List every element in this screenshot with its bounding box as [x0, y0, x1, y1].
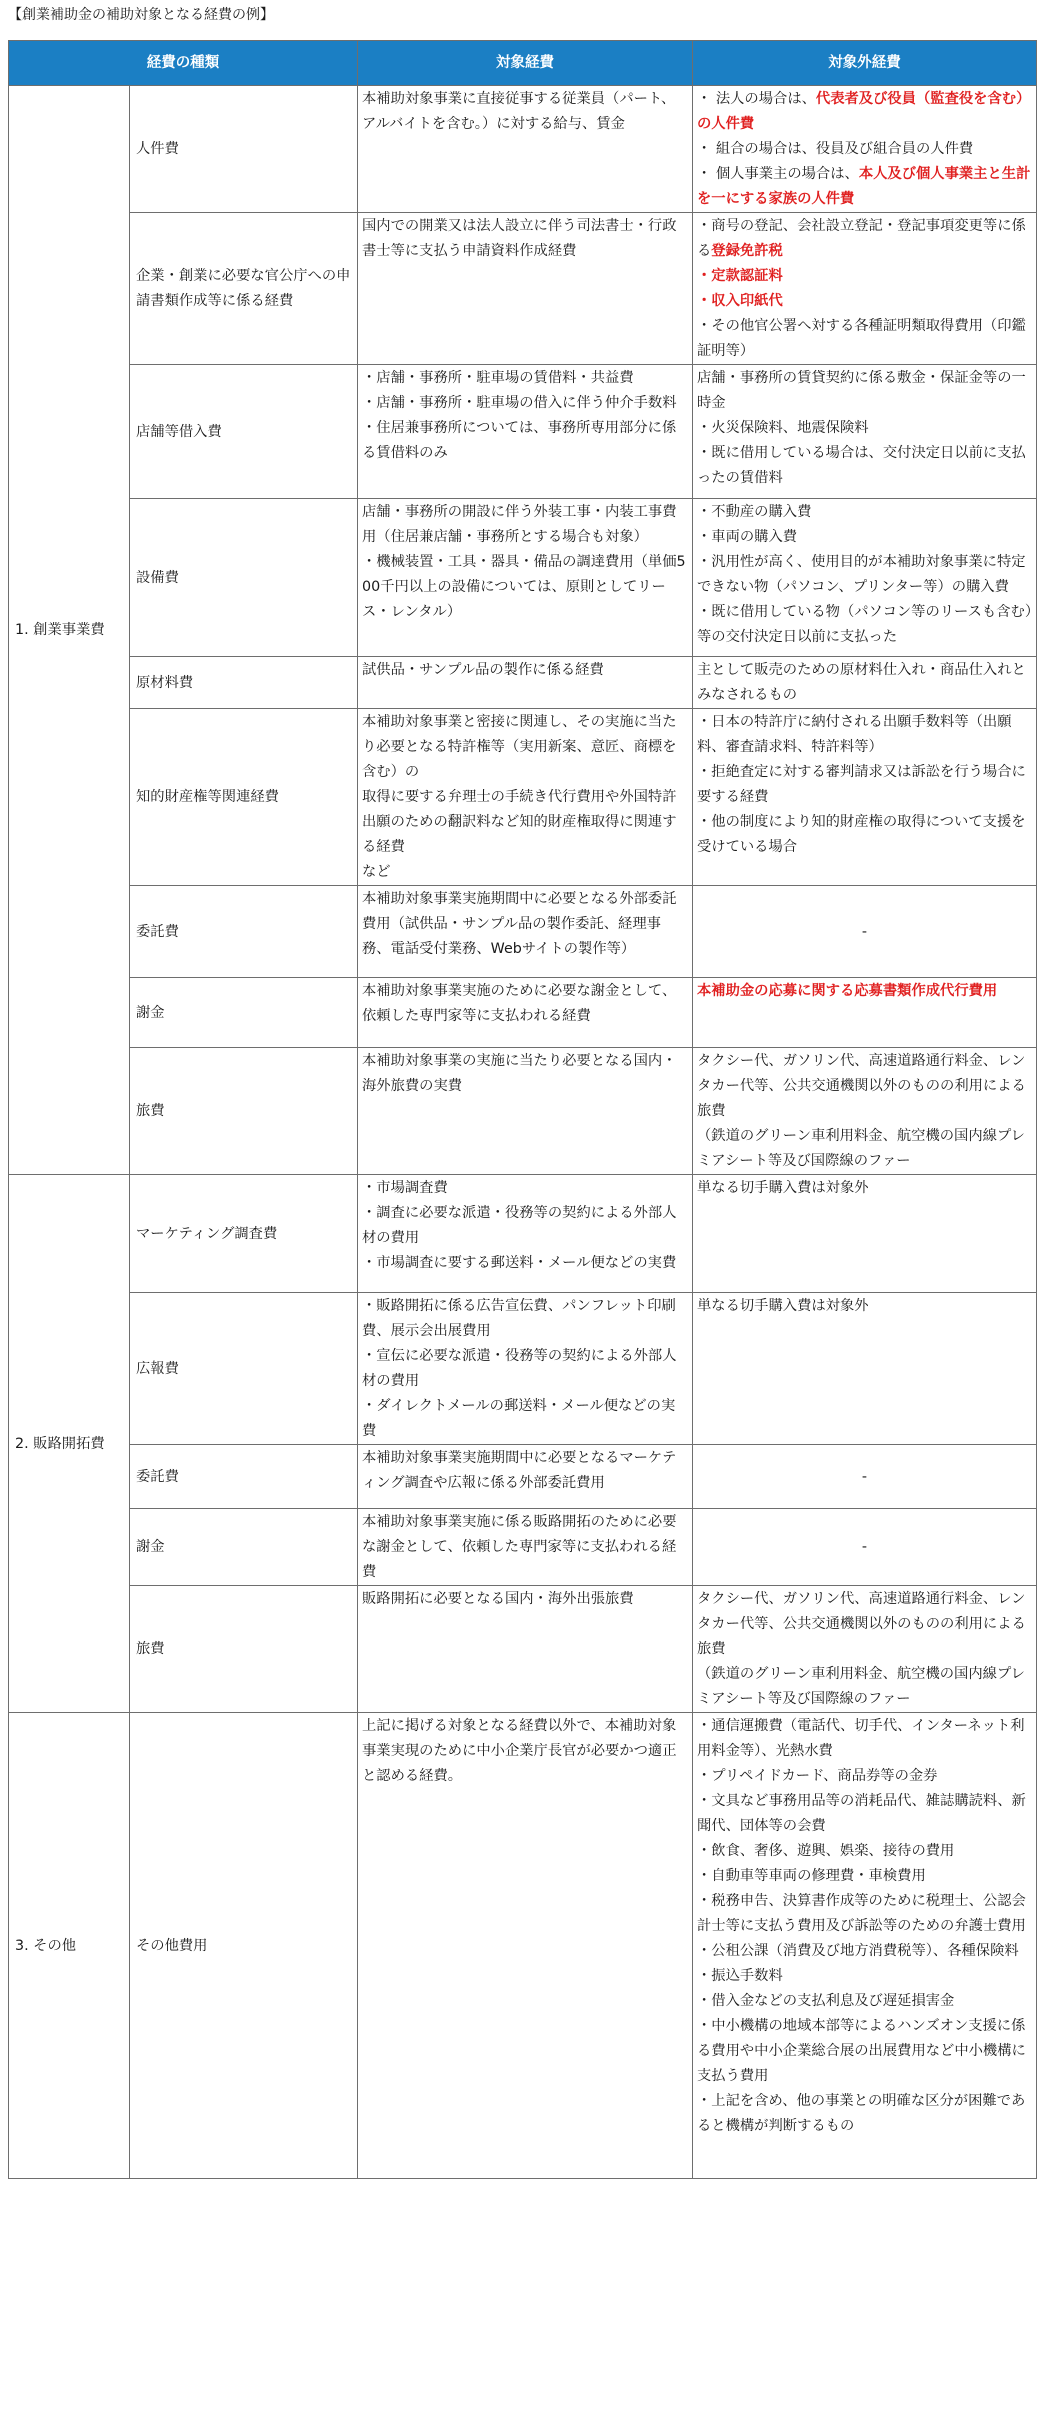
ineligible-line	[697, 500, 1032, 525]
ineligible-line	[697, 1714, 1032, 1764]
text-segment: 単なる切手購入費は対象外	[697, 1180, 869, 1196]
expense-type-cell: 設備費	[130, 499, 358, 657]
table-row	[9, 709, 1037, 886]
eligible-line: 本補助対象事業実施のために必要な謝金として、依頼した専門家等に支払われる経費	[362, 983, 677, 1024]
expense-type-cell: 委託費	[130, 1445, 358, 1509]
expense-type-cell: 謝金	[130, 1509, 358, 1586]
table-row	[9, 1509, 1037, 1586]
eligible-cell	[358, 1713, 693, 2179]
eligible-line: 取得に要する弁理士の手続き代行費用や外国特許出願のための翻訳料など知的財産権取得に関連する経費	[362, 789, 677, 855]
expense-type-cell: 人件費	[130, 86, 358, 213]
eligible-line: 本補助対象事業に直接従事する従業員（パート、アルバイトを含む。）に対する給与、賃金	[362, 91, 676, 132]
eligible-line: ・機械装置・工具・器具・備品の調達費用（単価500千円以上の設備については、原則としてリース・レンタル）	[362, 554, 686, 620]
category-cell: 1. 創業事業費	[9, 86, 130, 1175]
ineligible-cell	[693, 978, 1037, 1048]
expense-type-cell: 広報費	[130, 1293, 358, 1445]
eligible-line: 店舗・事務所の開設に伴う外装工事・内装工事費用（住居兼店舗・事務所とする場合も対象）	[362, 504, 677, 545]
eligible-cell	[358, 86, 693, 213]
eligible-line: 本補助対象事業と密接に関連し、その実施に当たり必要となる特許権等（実用新案、意匠、商標を含む）の	[362, 714, 677, 780]
highlighted-text: 代表者及び役員（監査役を含む）の人件費	[697, 91, 1031, 132]
ineligible-line	[697, 2014, 1032, 2089]
eligible-cell	[358, 499, 693, 657]
table-row	[9, 978, 1037, 1048]
ineligible-line	[697, 289, 1032, 314]
category-cell: 2. 販路開拓費	[9, 1175, 130, 1713]
text-segment: ・上記を含め、他の事業との明確な区分が困難であると機構が判断するもの	[697, 2093, 1026, 2134]
ineligible-line	[697, 1889, 1032, 1939]
ineligible-line	[697, 1939, 1032, 1964]
ineligible-line	[697, 1764, 1032, 1789]
ineligible-line	[697, 416, 1032, 441]
table-row	[9, 1586, 1037, 1713]
ineligible-cell: -	[693, 1509, 1037, 1586]
ineligible-line	[697, 1964, 1032, 1989]
text-segment: ・振込手数料	[697, 1968, 783, 1984]
eligible-cell	[358, 978, 693, 1048]
table-body	[9, 86, 1037, 2179]
text-segment: ・中小機構の地域本部等によるハンズオン支援に係る費用や中小企業総合展の出展費用など中小機構に支払う費用	[697, 2018, 1026, 2084]
ineligible-line	[697, 979, 1032, 1004]
eligible-cell	[358, 886, 693, 978]
eligible-cell	[358, 709, 693, 886]
header-ineligible: 対象外経費	[693, 41, 1037, 86]
ineligible-line	[697, 366, 1032, 416]
eligible-cell	[358, 1586, 693, 1713]
ineligible-line	[697, 1124, 1032, 1174]
text-segment: （鉄道のグリーン車利用料金、航空機の国内線プレミアシート等及び国際線のファー	[697, 1666, 1025, 1707]
ineligible-line	[697, 1294, 1032, 1319]
text-segment: ・商号の登記、会社設立登記・登記事項変更等に係る	[697, 218, 1026, 259]
ineligible-line	[697, 2089, 1032, 2139]
highlighted-text: 本人及び個人事業主と生計を一にする家族の人件費	[697, 166, 1031, 207]
highlighted-text: 登録免許税	[711, 243, 783, 259]
ineligible-line	[697, 658, 1032, 708]
table-row	[9, 1713, 1037, 2179]
eligible-line: 本補助対象事業実施に係る販路開拓のために必要な謝金として、依頼した専門家等に支払われる経費	[362, 1514, 677, 1580]
eligible-cell	[358, 1048, 693, 1175]
expense-type-cell: 知的財産権等関連経費	[130, 709, 358, 886]
expense-type-cell: 店舗等借入費	[130, 365, 358, 499]
category-cell: 3. その他	[9, 1713, 130, 2179]
highlighted-text: ・定款認証料	[697, 268, 783, 284]
text-segment: ・通信運搬費（電話代、切手代、インターネット利用料金等）、光熱水費	[697, 1718, 1025, 1759]
ineligible-cell	[693, 1048, 1037, 1175]
ineligible-cell	[693, 86, 1037, 213]
eligible-line: ・住居兼事務所については、事務所専用部分に係る賃借料のみ	[362, 420, 677, 461]
ineligible-cell	[693, 1293, 1037, 1445]
table-row	[9, 365, 1037, 499]
eligible-cell	[358, 213, 693, 365]
text-segment: ・車両の購入費	[697, 529, 798, 545]
table-row	[9, 86, 1037, 213]
eligible-cell	[358, 1293, 693, 1445]
ineligible-line	[697, 600, 1032, 650]
text-segment: ・ 個人事業主の場合は、	[697, 166, 859, 182]
table-row	[9, 886, 1037, 978]
eligible-line: ・店舗・事務所・駐車場の借入に伴う仲介手数料	[362, 395, 677, 411]
ineligible-line	[697, 550, 1032, 600]
text-segment: ・公租公課（消費及び地方消費税等）、各種保険料	[697, 1943, 1019, 1959]
text-segment: ・他の制度により知的財産権の取得について支援を受けている場合	[697, 814, 1026, 855]
ineligible-cell	[693, 1713, 1037, 2179]
text-segment: ・その他官公署へ対する各種証明類取得費用（印鑑証明等）	[697, 318, 1026, 359]
eligible-line: 国内での開業又は法人設立に伴う司法書士・行政書士等に支払う申請資料作成経費	[362, 218, 677, 259]
ineligible-line	[697, 162, 1032, 212]
text-segment: ・汎用性が高く、使用目的が本補助対象事業に特定できない物（パソコン、プリンター等）の購入費	[697, 554, 1026, 595]
highlighted-text: ・収入印紙代	[697, 293, 783, 309]
expense-type-cell: マーケティング調査費	[130, 1175, 358, 1293]
eligible-line: ・販路開拓に係る広告宣伝費、パンフレット印刷費、展示会出展費用	[362, 1298, 676, 1339]
text-segment: ・プリペイドカード、商品券等の金券	[697, 1768, 938, 1784]
table-row	[9, 499, 1037, 657]
ineligible-line	[697, 1176, 1032, 1201]
text-segment: 主として販売のための原材料仕入れ・商品仕入れとみなされるもの	[697, 662, 1026, 703]
ineligible-line	[697, 760, 1032, 810]
expense-type-cell: 旅費	[130, 1048, 358, 1175]
expense-type-cell: 旅費	[130, 1586, 358, 1713]
header-row	[9, 41, 1037, 86]
text-segment: ・借入金などの支払利息及び遅延損害金	[697, 1993, 955, 2009]
eligible-line: ・ダイレクトメールの郵送料・メール便などの実費	[362, 1398, 676, 1439]
ineligible-cell	[693, 709, 1037, 886]
table-caption: 【創業補助金の補助対象となる経費の例】	[8, 7, 274, 23]
table-row	[9, 657, 1037, 709]
ineligible-cell: -	[693, 1445, 1037, 1509]
eligible-line: 本補助対象事業の実施に当たり必要となる国内・海外旅費の実費	[362, 1053, 677, 1094]
ineligible-line	[697, 137, 1032, 162]
text-segment: ・ 組合の場合は、役員及び組合員の人件費	[697, 141, 974, 157]
ineligible-cell: -	[693, 886, 1037, 978]
ineligible-line	[697, 710, 1032, 760]
text-segment: ・既に借用している物（パソコン等のリースも含む）等の交付決定日以前に支払った	[697, 604, 1032, 645]
text-segment: ・日本の特許庁に納付される出願手数料等（出願料、審査請求料、特許料等）	[697, 714, 1012, 755]
ineligible-line	[697, 525, 1032, 550]
eligible-cell	[358, 1509, 693, 1586]
header-expense-type: 経費の種類	[9, 41, 358, 86]
eligible-line: 販路開拓に必要となる国内・海外出張旅費	[362, 1591, 634, 1607]
ineligible-line	[697, 314, 1032, 364]
text-segment: タクシー代、ガソリン代、高速道路通行料金、レンタカー代等、公共交通機関以外のものの利用による旅費	[697, 1053, 1026, 1119]
ineligible-line	[697, 1587, 1032, 1662]
text-segment: ・税務申告、決算書作成等のために税理士、公認会計士等に支払う費用及び訴訟等のための弁護士費用	[697, 1893, 1026, 1934]
ineligible-cell	[693, 499, 1037, 657]
ineligible-line	[697, 441, 1032, 491]
expense-type-cell: 委託費	[130, 886, 358, 978]
ineligible-line	[697, 264, 1032, 289]
text-segment: ・文具など事務用品等の消耗品代、雑誌購読料、新聞代、団体等の会費	[697, 1793, 1026, 1834]
eligible-line: ・宣伝に必要な派遣・役務等の契約による外部人材の費用	[362, 1348, 677, 1389]
eligible-line: 本補助対象事業実施期間中に必要となる外部委託費用（試供品・サンプル品の製作委託、経理事務、電話受付業務、Webサイトの製作等）	[362, 891, 677, 957]
text-segment: ・自動車等車両の修理費・車検費用	[697, 1868, 926, 1884]
subsidy-expense-table	[8, 40, 1037, 2179]
table-row	[9, 1175, 1037, 1293]
table-row	[9, 1048, 1037, 1175]
text-segment: ・飲食、奢侈、遊興、娯楽、接待の費用	[697, 1843, 955, 1859]
eligible-cell	[358, 657, 693, 709]
highlighted-text: 本補助金の応募に関する応募書類作成代行費用	[697, 983, 998, 999]
ineligible-cell	[693, 365, 1037, 499]
table-row	[9, 1445, 1037, 1509]
eligible-line: ・市場調査費	[362, 1180, 448, 1196]
ineligible-cell	[693, 213, 1037, 365]
text-segment: ・不動産の購入費	[697, 504, 812, 520]
ineligible-line	[697, 1662, 1032, 1712]
ineligible-line	[697, 1989, 1032, 2014]
eligible-line: など	[362, 864, 391, 880]
expense-type-cell: 謝金	[130, 978, 358, 1048]
table-row	[9, 213, 1037, 365]
ineligible-cell	[693, 657, 1037, 709]
eligible-line: 本補助対象事業実施期間中に必要となるマーケティング調査や広報に係る外部委託費用	[362, 1450, 677, 1491]
ineligible-line	[697, 1789, 1032, 1839]
ineligible-line	[697, 87, 1032, 137]
expense-type-cell: 企業・創業に必要な官公庁への申請書類作成等に係る経費	[130, 213, 358, 365]
ineligible-line	[697, 1839, 1032, 1864]
expense-type-cell: 原材料費	[130, 657, 358, 709]
ineligible-line	[697, 214, 1032, 264]
ineligible-cell	[693, 1175, 1037, 1293]
ineligible-cell	[693, 1586, 1037, 1713]
ineligible-line	[697, 1049, 1032, 1124]
eligible-line: ・調査に必要な派遣・役務等の契約による外部人材の費用	[362, 1205, 677, 1246]
eligible-line: 上記に掲げる対象となる経費以外で、本補助対象事業実現のために中小企業庁長官が必要かつ適正と認める経費。	[362, 1718, 677, 1784]
text-segment: （鉄道のグリーン車利用料金、航空機の国内線プレミアシート等及び国際線のファー	[697, 1128, 1025, 1169]
eligible-line: 試供品・サンプル品の製作に係る経費	[362, 662, 604, 678]
eligible-line: ・市場調査に要する郵送料・メール便などの実費	[362, 1255, 677, 1271]
text-segment: 店舗・事務所の賃貸契約に係る敷金・保証金等の一時金	[697, 370, 1026, 411]
ineligible-line	[697, 810, 1032, 860]
ineligible-line	[697, 1864, 1032, 1889]
text-segment: ・火災保険料、地震保険料	[697, 420, 869, 436]
eligible-cell	[358, 1175, 693, 1293]
text-segment: ・拒絶査定に対する審判請求又は訴訟を行う場合に要する経費	[697, 764, 1026, 805]
table-row	[9, 1293, 1037, 1445]
text-segment: ・既に借用している場合は、交付決定日以前に支払ったの賃借料	[697, 445, 1026, 486]
eligible-cell	[358, 365, 693, 499]
text-segment: タクシー代、ガソリン代、高速道路通行料金、レンタカー代等、公共交通機関以外のものの利用による旅費	[697, 1591, 1026, 1657]
text-segment: ・ 法人の場合は、	[697, 91, 816, 107]
eligible-cell	[358, 1445, 693, 1509]
text-segment: 単なる切手購入費は対象外	[697, 1298, 869, 1314]
expense-type-cell: その他費用	[130, 1713, 358, 2179]
eligible-line: ・店舗・事務所・駐車場の賃借料・共益費	[362, 370, 634, 386]
header-eligible: 対象経費	[358, 41, 693, 86]
